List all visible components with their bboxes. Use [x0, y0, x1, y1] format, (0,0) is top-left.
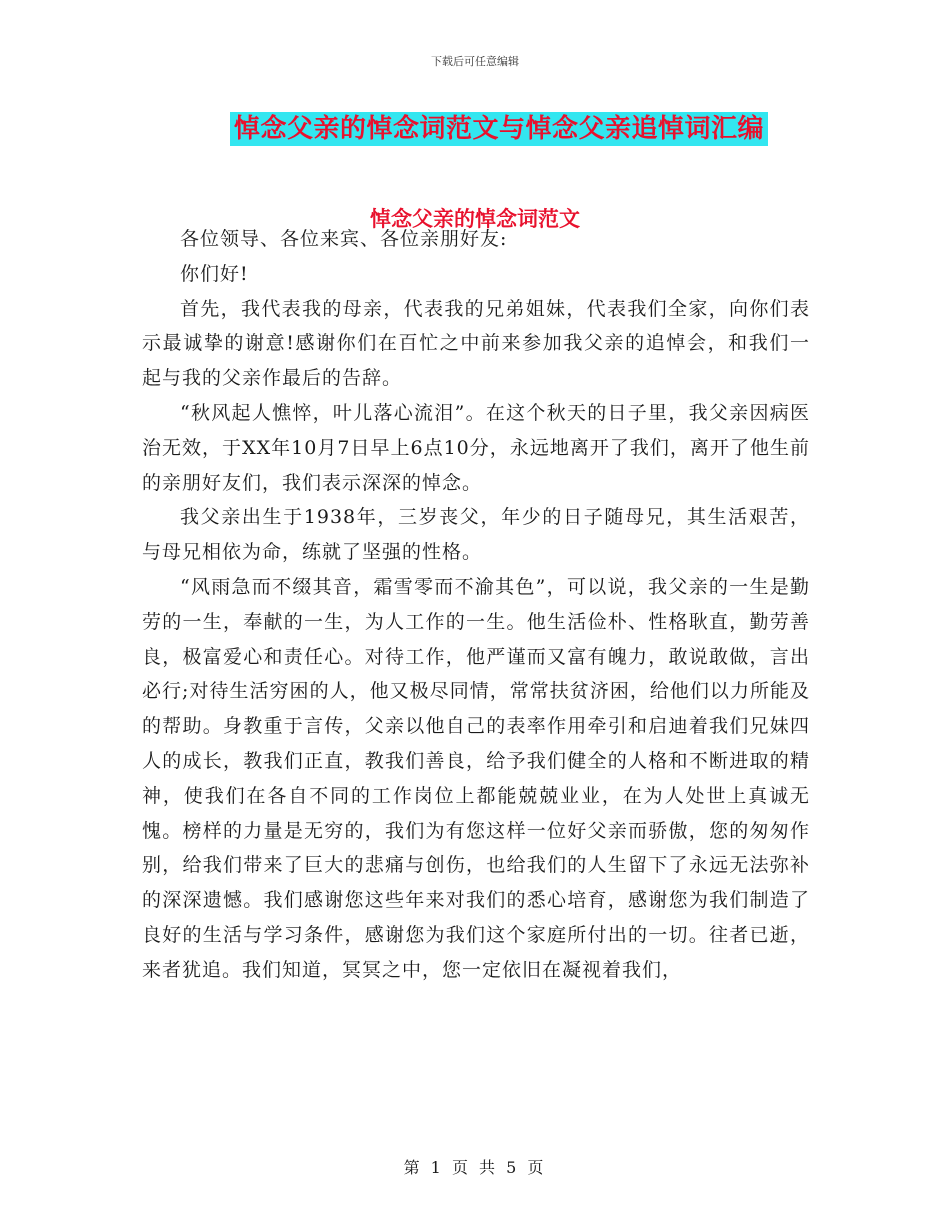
paragraph-thanks: 首先，我代表我的母亲，代表我的兄弟姐妹，代表我们全家，向你们表示最诚挚的谢意!感谢你们在百忙之中前来参加我父亲的追悼会，和我们一起与我的父亲作最后的告辞。 [142, 297, 810, 390]
paragraph-life: “风雨急而不缀其音，霜雪零而不渝其色”，可以说，我父亲的一生是勤劳的一生，奉献的一生，为人工作的一生。他生活俭朴、性格耿直，勤劳善良，极富爱心和责任心。对待工作，他严谨而又富有魄力，敢说敢做，言出必行;对待生活穷困的人，他又极尽同情，常常扶贫济困，给他们以力所能及的帮助。身教重于言传，父亲以他自己的表率作用牵引和启迪着我们兄妹四人的成长，教我们正直，教我们善良，给予我们健全的人格和不断进取的精神，使我们在各自不同的工作岗位上都能兢兢业业，在为人处世上真诚无愧。榜样的力量是无穷的，我们为有您这样一位好父亲而骄傲，您的匆匆作别，给我们带来了巨大的悲痛与创伤，也给我们的人生留下了永远无法弥补的深深遗憾。我们感谢您这些年来对我们的悉心培育，感谢您为我们制造了良好的生活与学习条件，感谢您为我们这个家庭所付出的一切。往者已逝，来者犹追。我们知道，冥冥之中，您一定依旧在凝视着我们， [142, 575, 810, 981]
section-title: 悼念父亲的悼念词范文 [370, 207, 580, 231]
paragraph-autumn: “秋风起人憔悴，叶儿落心流泪”。在这个秋天的日子里，我父亲因病医治无效，于XX年10月7日早上6点10分，永远地离开了我们，离开了他生前的亲朋好友们，我们表示深深的悼念。 [142, 401, 810, 494]
paragraph-birth: 我父亲出生于1938年，三岁丧父，年少的日子随母兄，其生活艰苦，与母兄相依为命，练就了坚强的性格。 [142, 506, 810, 564]
page-footer: 第 1 页 共 5 页 [403, 1158, 547, 1177]
main-title: 悼念父亲的悼念词范文与悼念父亲追悼词汇编 [230, 112, 768, 146]
document-body [142, 222, 810, 988]
main-title-container [0, 112, 950, 146]
page-header: 下载后可任意编辑 [431, 55, 519, 68]
paragraph-hello: 你们好! [180, 262, 249, 285]
paragraph-greeting: 各位领导、各位来宾、各位亲朋好友: [180, 228, 508, 250]
